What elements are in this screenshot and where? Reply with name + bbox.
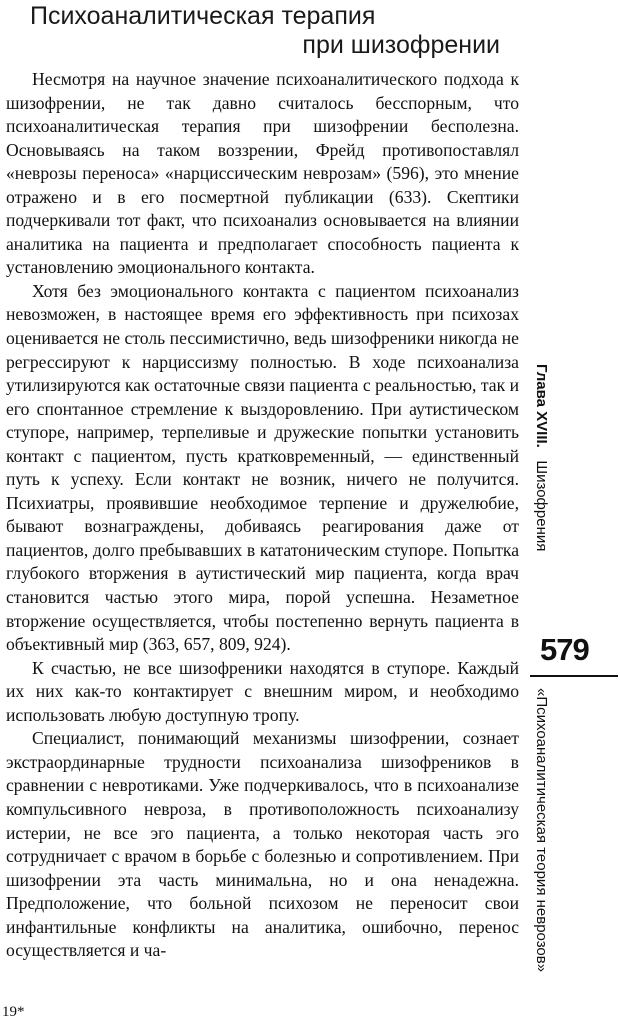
chapter-spacer: [533, 452, 550, 456]
chapter-title: Шизофрения: [533, 460, 550, 552]
body-text: [6, 68, 519, 963]
running-header-book-title: «Психоаналитическая теория неврозов»: [533, 688, 550, 973]
paragraph-3: К счастью, не все шизофреники находятся в ступоре. Каждый их них как-то контактирует с внешним миром, и необходимо использовать любую доступную тропу.: [6, 657, 519, 725]
section-heading-line-2: при шизофрении: [302, 31, 500, 59]
page-number-rule: [530, 675, 618, 677]
printer-signature: 19*: [2, 1004, 25, 1020]
page-number: 579: [540, 632, 589, 667]
paragraph-2: Хотя без эмоционального контакта с пациентом психоанализ невозможен, в настоящее время его эффективность при психозах оценивается не столь пессимистично, ведь шизофреники никогда не регрессируют к нарциссизму полностью. В ходе психоанализа утилизируются как остаточные связи пациента с реальностью, так и его спонтанное стремление к выздоровлению. При аутистическом ступоре, например, терпеливые и дружеские попытки установить контакт с пациентом, пусть кратковременный, — единственный путь к успеху. Если контакт не возник, ничего не получится. Психиатры, проявившие необходимое терпение и дружелюбие, бывают вознаграждены, добиваясь реагирования даже от пациентов, долго пребывавших в кататоническим ступоре. Попытка глубокого вторжения в аутистический мир пациента, когда врач становится частью этого мира, порой успешна. Незаметное вторжение осуществляется, чтобы постепенно вернуть пациента в объективный мир (363, 657, 809, 924).: [6, 280, 519, 655]
running-header-chapter: [531, 364, 551, 551]
section-heading-line-1: Психоаналитическая терапия: [30, 2, 376, 30]
paragraph-1: Несмотря на научное значение психоаналитического подхода к шизофрении, не так давно считалось бесспорным, что психоаналитическая терапия при шизофрении бесполезна. Основываясь на таком воззрении, Фрейд противопоставлял «неврозы переноса» «нарциссическим неврозам» (596), это мнение отражено и в его посмертной публикации (633). Скептики подчеркивали тот факт, что психоанализ основывается на влиянии аналитика на пациента и предполагает способность пациента к установлению эмоционального контакта.: [6, 69, 519, 278]
paragraph-4: Специалист, понимающий механизмы шизофрении, сознает экстраординарные трудности психоанализа шизофреников в сравнении с невротиками. Уже подчеркивалось, что в психоанализе компульсивного невроза, в противоположность психоанализу истерии, не все эго пациента, а только некоторая часть эго сотрудничает с врачом в борьбе с болезнью и сопротивлением. При шизофрении эта часть минимальна, но и она ненадежна. Предположение, что больной психозом не переносит свои инфантильные конфликты на аналитика, ошибочно, перенос осуществляется и ча-: [6, 728, 519, 961]
section-heading: [30, 2, 500, 60]
chapter-label: Глава XVIII.: [533, 364, 550, 448]
